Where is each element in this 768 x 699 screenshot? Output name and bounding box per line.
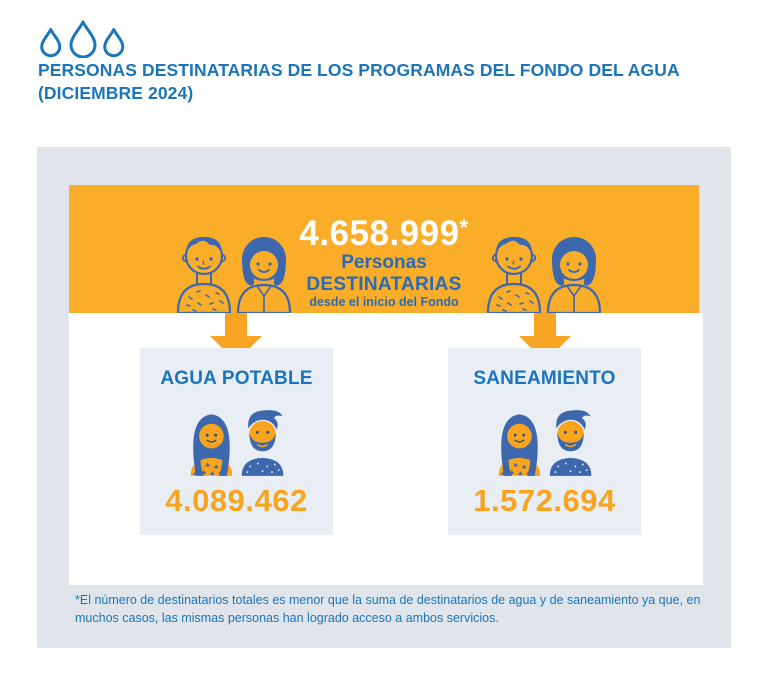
card-saneamiento-value: 1.572.694 — [473, 483, 616, 518]
total-label-personas: Personas — [341, 252, 427, 273]
card-saneamiento-title: SANEAMIENTO — [473, 368, 616, 389]
footnote: *El número de destinatarios totales es menor que la suma de destinatarios de agua y de saneamiento ya que, en muchos casos, las mismas personas han logrado acceso a ambos servicios. — [75, 593, 701, 625]
man-woman-outline-icon-right — [483, 225, 605, 313]
three-water-drops-icon — [39, 18, 139, 63]
man-woman-filled-icon — [184, 400, 290, 476]
page-title — [38, 59, 698, 105]
main-panel — [37, 147, 731, 648]
total-label-desde: desde el inicio del Fondo — [309, 295, 459, 309]
card-agua-potable — [140, 348, 333, 535]
card-agua-potable-title: AGUA POTABLE — [160, 368, 313, 389]
total-label-destinatarias: DESTINATARIAS — [306, 274, 462, 295]
total-banner — [69, 185, 699, 313]
total-number-value: 4.658.999 — [299, 214, 460, 253]
card-saneamiento — [448, 348, 641, 535]
content-area — [69, 313, 703, 585]
water-drop-icon — [39, 18, 139, 58]
man-woman-filled-icon — [492, 400, 598, 476]
card-agua-potable-value: 4.089.462 — [165, 483, 308, 518]
total-asterisk: * — [459, 215, 469, 240]
page-title-line1: PERSONAS DESTINATARIAS DE LOS PROGRAMAS DEL FONDO DEL AGUA — [38, 60, 680, 80]
page-title-line2: (DICIEMBRE 2024) — [38, 83, 194, 103]
